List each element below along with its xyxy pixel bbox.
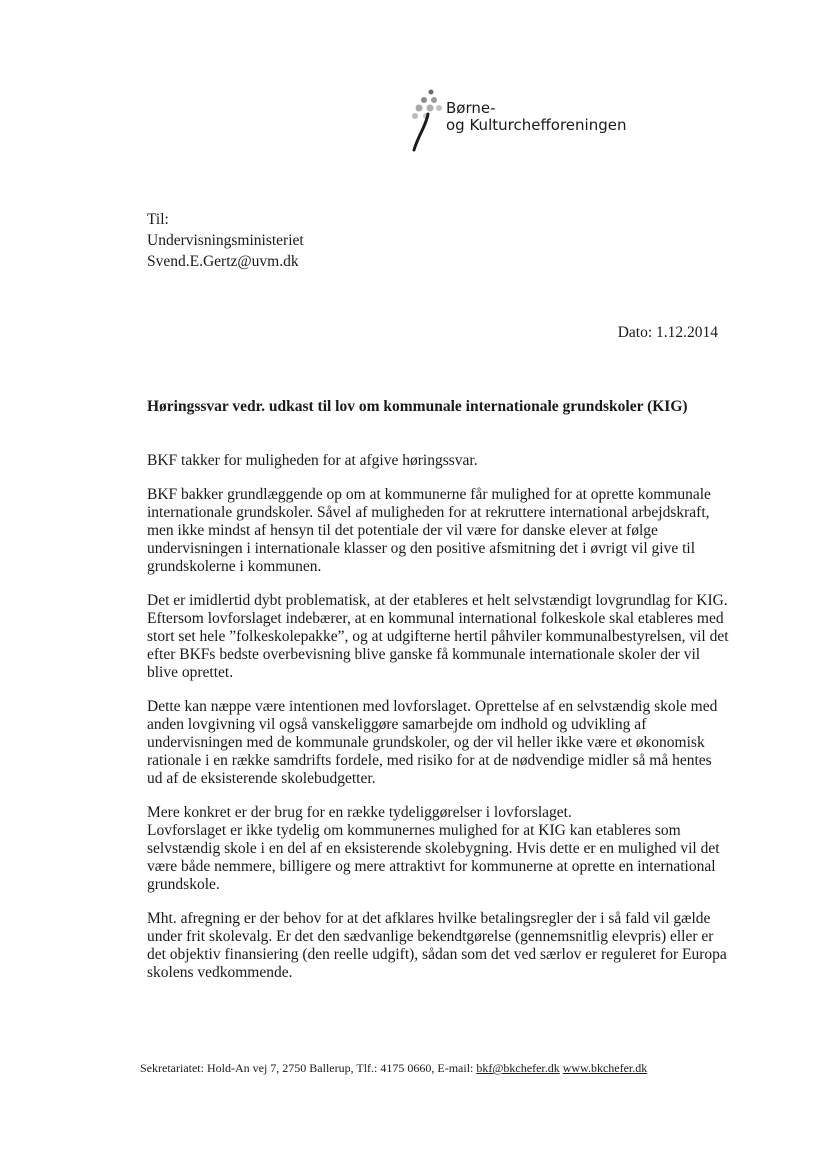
paragraph-line: Eftersom lovforslaget indebærer, at en kommunal international folkeskole skal etableres med — [147, 610, 724, 627]
paragraph-line: ud af de eksisterende skolebudgetter. — [147, 770, 376, 787]
paragraph-line: blive oprettet. — [147, 664, 234, 681]
paragraph-line: men ikke mindst af hensyn til det potentiale der vil være for danske elever at følge — [147, 522, 658, 539]
paragraph-line: anden lovgivning vil også vanskeliggøre samarbejde om indhold og udvikling af — [147, 716, 647, 733]
paragraph-line: Mht. afregning er der behov for at det afklares hvilke betalingsregler der i så fald vil gælde — [147, 910, 711, 927]
paragraph-line: Det er imidlertid dybt problematisk, at der etableres et helt selvstændigt lovgrundlag for KIG. — [147, 592, 728, 609]
footer — [140, 1061, 647, 1076]
recipient-email: Svend.E.Gertz@uvm.dk — [147, 253, 299, 270]
paragraph-line: efter BKFs bedste overbevisning blive ganske få kommunale internationale skoler der vil — [147, 646, 701, 663]
organization-name-line2: og Kulturchefforeningen — [446, 116, 627, 134]
paragraph — [147, 592, 729, 682]
paragraph-line: internationale grundskoler. Såvel af muligheden for at rekruttere international arbejdskraft, — [147, 504, 710, 521]
paragraph — [147, 698, 719, 788]
organization-name — [446, 100, 626, 134]
paragraph-line: Lovforslaget er ikke tydelig om kommunernes mulighed for at KIG kan etableres som — [147, 822, 681, 839]
paragraph-line: selvstændig skole i en del af en eksisterende skolebygning. Hvis dette er en mulighed vil det — [147, 840, 720, 857]
paragraph-line: undervisningen med de kommunale grundskoler, og der vil heller ikke være et økonomisk — [147, 734, 705, 751]
paragraph-line: Mere konkret er der brug for en række tydeliggørelser i lovforslaget. — [147, 804, 572, 821]
paragraph-line: grundskole. — [147, 876, 220, 893]
paragraph-line: være både nemmere, billigere og mere attraktivt for kommunerne at oprette en international — [147, 858, 716, 875]
paragraph-line: skolens vedkommende. — [147, 964, 293, 981]
recipient-organization: Undervisningsministeriet — [147, 232, 304, 249]
paragraph-line: rationale i en række samdrifts fordele, med risiko for at de nødvendige midler så må hentes — [147, 752, 712, 769]
paragraph-line: undervisningen i internationale klasser og den positive afsmitning det i øvrigt vil give til — [147, 540, 695, 557]
paragraph-line: det objektiv finansiering (den reelle udgift), sådan som det ved særlov er reguleret for Europa — [147, 946, 727, 963]
footer-email-link[interactable]: bkf@bkchefer.dk — [476, 1061, 560, 1075]
paragraph — [147, 452, 719, 470]
paragraph-line: Dette kan næppe være intentionen med lovforslaget. Oprettelse af en selvstændig skole med — [147, 698, 718, 715]
organization-name-line1: Børne- — [446, 99, 496, 117]
organization-logo — [406, 86, 666, 156]
letter-date: Dato: 1.12.2014 — [617, 324, 718, 341]
paragraph — [147, 910, 727, 982]
paragraph-line: BKF bakker grundlæggende op om at kommunerne får mulighed for at oprette kommunale — [147, 486, 711, 503]
footer-website-link[interactable]: www.bkchefer.dk — [562, 1061, 648, 1075]
paragraph-line: grundskolerne i kommunen. — [147, 558, 322, 575]
recipient-label: Til: — [147, 211, 169, 228]
paragraph-line: BKF takker for muligheden for at afgive høringssvar. — [147, 452, 478, 469]
paragraph-line: under frit skolevalg. Er det den sædvanlige bekendtgørelse (gennemsnitlig elevpris) eller er — [147, 928, 714, 945]
letter-body — [147, 452, 729, 998]
paragraph — [147, 486, 719, 576]
paragraph-line: stort set hele ”folkeskolepakke”, og at udgifterne hertil påhviler kommunalbestyrelsen, vil det — [147, 628, 729, 645]
recipient-block — [147, 209, 304, 272]
footer-address: Sekretariatet: Hold-An vej 7, 2750 Ballerup, Tlf.: 4175 0660, E-mail: — [140, 1061, 477, 1075]
flower-logo-icon — [406, 86, 446, 156]
letter-subject: Høringssvar vedr. udkast til lov om kommunale internationale grundskoler (KIG) — [147, 398, 688, 415]
paragraph — [147, 804, 719, 894]
